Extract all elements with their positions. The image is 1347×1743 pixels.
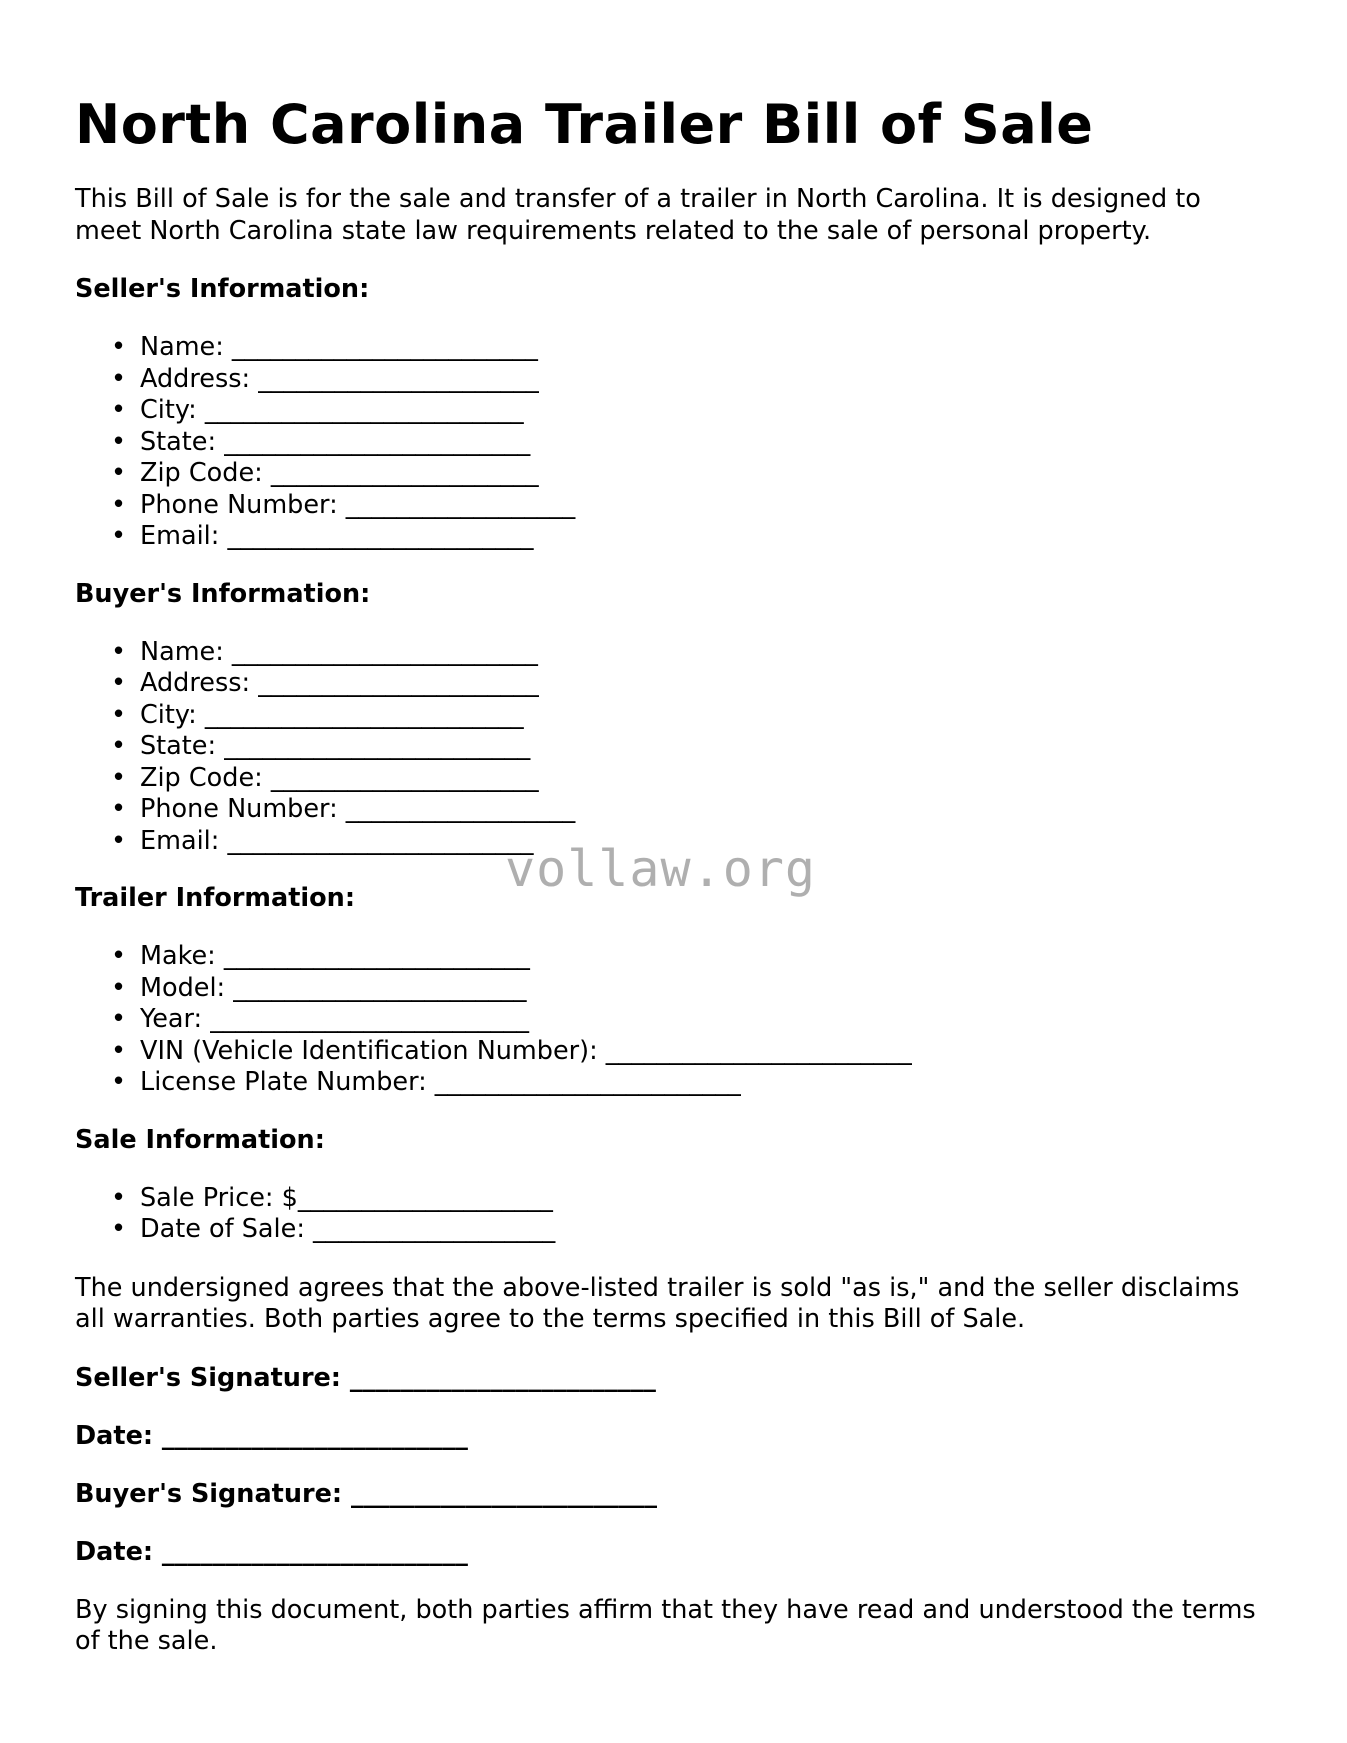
seller-email-field[interactable]: • Email: ________________________: [140, 521, 1275, 553]
trailer-year-field[interactable]: • Year: _________________________: [140, 1004, 1275, 1036]
seller-fields-list: [75, 332, 1275, 553]
sale-price-field[interactable]: • Sale Price: $____________________: [140, 1183, 1275, 1215]
agreement-paragraph: The undersigned agrees that the above-listed trailer is sold "as is," and the seller disclaims all warranties. Both parties agree to the terms specified in this Bill of Sale.: [75, 1272, 1240, 1334]
seller-signature-line[interactable]: Seller's Signature: ________________________: [75, 1362, 656, 1393]
buyer-phone-field[interactable]: • Phone Number: __________________: [140, 794, 1275, 826]
buyer-section-heading: Buyer's Information:: [75, 578, 371, 609]
trailer-make-field[interactable]: • Make: ________________________: [140, 941, 1275, 973]
seller-address-field[interactable]: • Address: ______________________: [140, 364, 1275, 396]
buyer-address-field[interactable]: • Address: ______________________: [140, 668, 1275, 700]
buyer-zip-field[interactable]: • Zip Code: _____________________: [140, 763, 1275, 795]
seller-state-field[interactable]: • State: ________________________: [140, 427, 1275, 459]
trailer-fields-list: [75, 941, 1275, 1099]
buyer-fields-list: [75, 637, 1275, 858]
buyer-state-field[interactable]: • State: ________________________: [140, 731, 1275, 763]
seller-phone-field[interactable]: • Phone Number: __________________: [140, 490, 1275, 522]
sale-section-heading: Sale Information:: [75, 1124, 325, 1155]
seller-date-line[interactable]: Date: ________________________: [75, 1420, 468, 1451]
watermark: vollaw.org: [505, 840, 817, 898]
seller-name-field[interactable]: • Name: ________________________: [140, 332, 1275, 364]
trailer-section-heading: Trailer Information:: [75, 883, 356, 913]
buyer-name-field[interactable]: • Name: ________________________: [140, 637, 1275, 669]
seller-section-heading: Seller's Information:: [75, 274, 370, 304]
seller-city-field[interactable]: • City: _________________________: [140, 395, 1275, 427]
page-title: North Carolina Trailer Bill of Sale: [75, 93, 1094, 156]
buyer-date-line[interactable]: Date: ________________________: [75, 1536, 468, 1567]
seller-zip-field[interactable]: • Zip Code: _____________________: [140, 458, 1275, 490]
intro-paragraph: This Bill of Sale is for the sale and transfer of a trailer in North Carolina. It is designed to meet North Carolina state law requirements related to the sale of personal property.: [75, 184, 1201, 246]
buyer-signature-line[interactable]: Buyer's Signature: ________________________: [75, 1478, 657, 1509]
closing-paragraph: By signing this document, both parties affirm that they have read and understood the terms of the sale.: [75, 1594, 1256, 1656]
trailer-vin-field[interactable]: • VIN (Vehicle Identification Number): ________________________: [140, 1036, 1275, 1068]
sale-fields-list: [75, 1183, 1275, 1246]
trailer-model-field[interactable]: • Model: _______________________: [140, 973, 1275, 1005]
sale-date-field[interactable]: • Date of Sale: ___________________: [140, 1214, 1275, 1246]
buyer-email-field[interactable]: • Email: ________________________: [140, 826, 1275, 858]
buyer-city-field[interactable]: • City: _________________________: [140, 700, 1275, 732]
trailer-plate-field[interactable]: • License Plate Number: ________________________: [140, 1067, 1275, 1099]
